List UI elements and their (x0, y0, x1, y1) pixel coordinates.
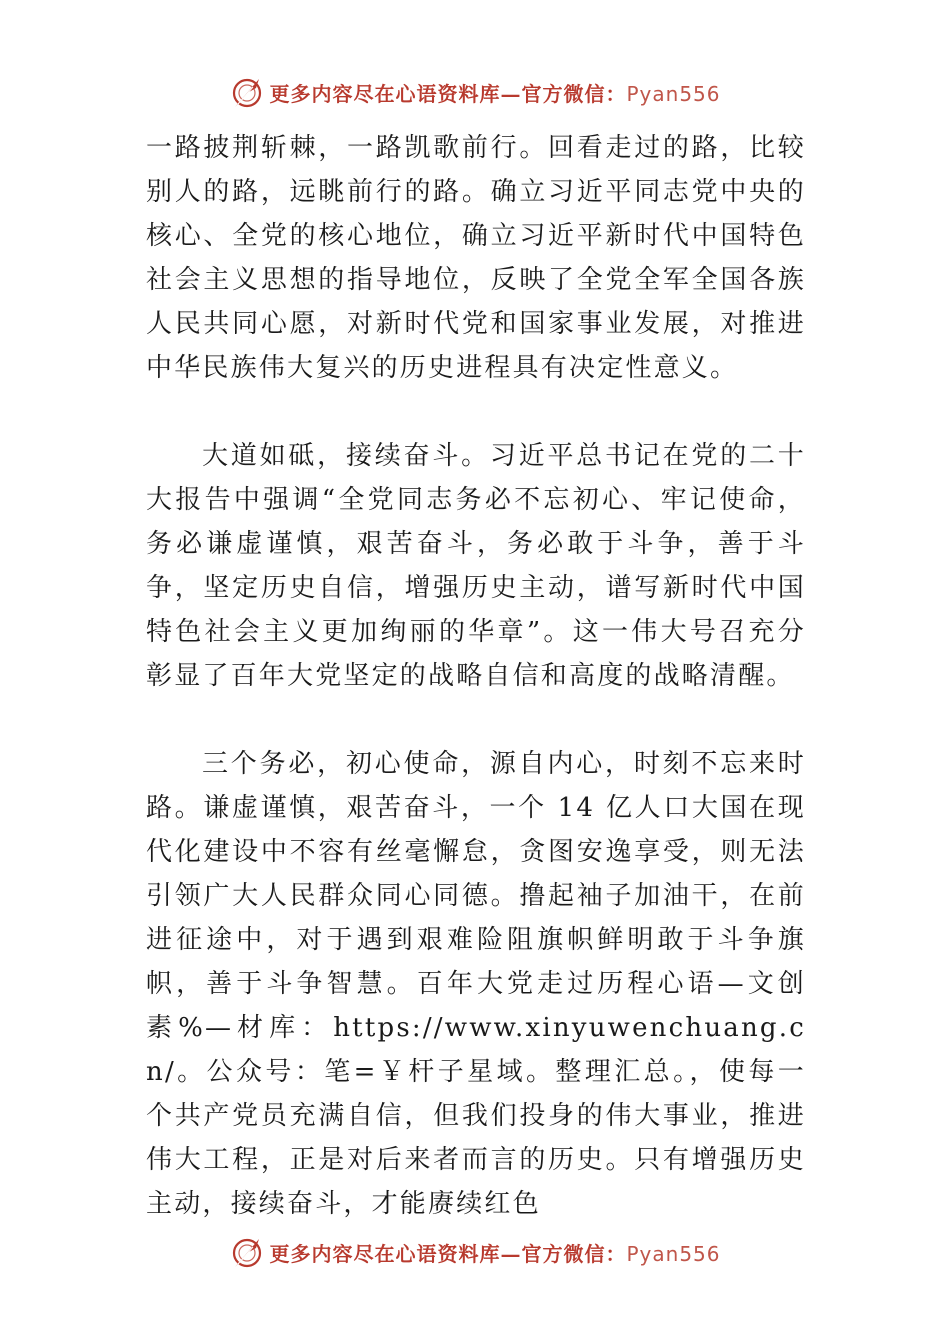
banner-contact: Pyan556 (626, 1241, 721, 1266)
banner-contact: Pyan556 (626, 81, 721, 106)
paragraph-3: 三个务必，初心使命，源自内心，时刻不忘来时路。谦虚谨慎，艰苦奋斗，一个 14 亿人口大国在现代化建设中不容有丝毫懈怠，贪图安逸享受，则无法引领广大人民群众同心同德。撸起袖子加油干，在前进征途中，对于遇到艰难险阻旗帜鲜明敢于斗争旗帜，善于斗争智慧。百年大党走过历程心语—文创素%—材库：https://www.xinyuwenchuang.cn/。公众号：笔=￥杆子星域。整理汇总。，使每一个共产党员充满自信，但我们投身的伟大事业，推进伟大工程，正是对后来者而言的历史。只有增强历史主动，接续奋斗，才能赓续红色 (146, 749, 806, 1219)
banner-label: 更多内容尽在心语资料库—官方微信： (269, 81, 627, 106)
paragraph-spacer (146, 698, 806, 742)
paragraph-spacer (146, 390, 806, 434)
banner-text (269, 78, 720, 107)
paragraph-2: 大道如砥，接续奋斗。习近平总书记在党的二十大报告中强调“全党同志务必不忘初心、牢记使命，务必谦虚谨慎，艰苦奋斗，务必敢于斗争，善于斗争，坚定历史自信，增强历史主动，谱写新时代中国特色社会主义更加绚丽的华章”。这一伟大号召充分彰显了百年大党坚定的战略自信和高度的战略清醒。 (146, 441, 806, 691)
banner-label: 更多内容尽在心语资料库—官方微信： (269, 1241, 627, 1266)
paragraph-1: 一路披荆斩棘，一路凯歌前行。回看走过的路，比较别人的路，远眺前行的路。确立习近平同志党中央的核心、全党的核心地位，确立习近平新时代中国特色社会主义思想的指导地位，反映了全党全军全国各族人民共同心愿，对新时代党和国家事业发展，对推进中华民族伟大复兴的历史进程具有决定性意义。 (146, 133, 806, 383)
document-body (146, 126, 806, 1226)
quill-pen-logo-icon (229, 74, 265, 110)
footer-banner (0, 1232, 950, 1272)
banner-text (269, 1238, 720, 1267)
header-banner (0, 72, 950, 112)
quill-pen-logo-icon (229, 1234, 265, 1270)
